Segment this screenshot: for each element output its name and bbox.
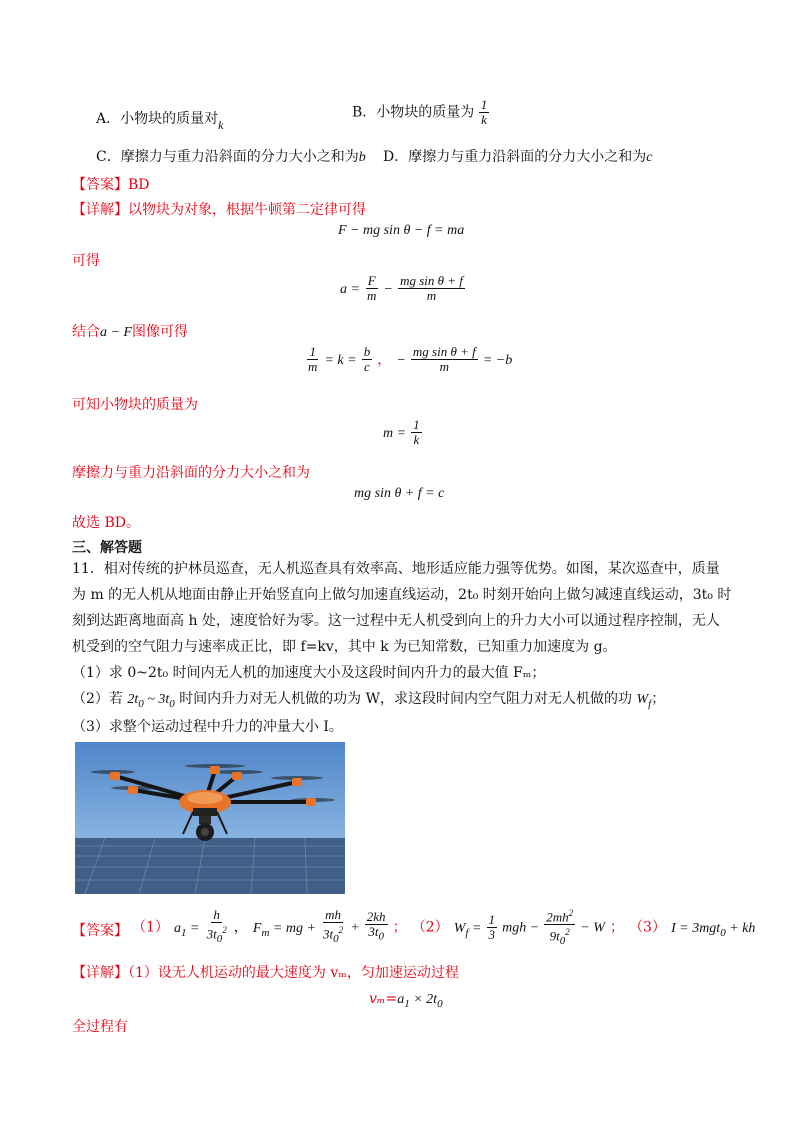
q11-sub2: （2）若 $2t_0$ ~ $3t_0$ 时间内升力对无人机做的功为 W，求这段时间内空气阻力对无人机做的功 $W_f$； [72,691,666,710]
q11-answer-label: 【答案】 [72,923,128,939]
q11-line3: 刻到达距离地面高 h 处，速度恰好为零。这一过程中无人机受到向上的升力大小可以通过程序控制，无人 [72,613,720,629]
q10-keyi: 可得 [72,253,100,269]
option-c-text: C．摩擦力与重力沿斜面的分力大小之和为 [96,149,359,165]
q11-line2: 为 m 的无人机从地面由静止开始竖直向上做匀加速直线运动，2t₀ 时刻开始向上做匀减速直线运动，3t₀ 时 [72,587,732,603]
option-d-text: D．摩擦力与重力沿斜面的分力大小之和为 [383,149,647,165]
option-d: D．摩擦力与重力沿斜面的分力大小之和为c [383,149,653,165]
q11-whole: 全过程有 [72,1019,128,1035]
equation-vm: $v_m=a_1 \times 2t_0$ [369,991,443,1010]
equation-mass: m = $\frac{1}{k}$ [383,417,420,447]
option-b: B．小物块的质量为 $\frac{1}{k}$ [352,97,488,127]
option-a-text: A．小物块的质量对 [96,111,219,127]
equation-friction: mg sin θ + f = c [354,486,445,501]
equation-a: a = $\frac{F}{m}$ − $\frac{\text{mg sin θ + f}}{m}$ [340,273,463,303]
q10-choose: 故选 BD。 [72,515,140,531]
q11-sub3: （3）求整个运动过程中升力的冲量大小 I。 [72,719,343,735]
q10-answer-label: 【答案】BD [72,177,150,193]
q10-friction-intro: 摩擦力与重力沿斜面的分力大小之和为 [72,465,310,481]
equation-slope: $\frac{1}{m}$ = k = $\frac{b}{c}$ ， − $\frac{\text{mg sin θ + f}}{m}$ = −b [308,344,513,374]
q10-mass-intro: 可知小物块的质量为 [72,397,198,413]
q10-detail: 【详解】以物块为对象，根据牛顿第二定律可得 [72,202,366,218]
q11-answer-formulas: （1） $a_1$ = $\frac{h}{3t_0^2}$ ， $F_m$ = mg + $\frac{mh}{3t_0^2}$ + $\frac{2kh}{3t_0}$ ； （2） $W_f$ = $\frac{1}{3}$ mgh − $\frac{2mh^2}{9t_0^2}$ − W ； （3） I = 3mgt$_0$ + kh [132,907,756,948]
q11-line4: 机受到的空气阻力与速率成正比，即 f=kv，其中 k 为已知常数，已知重力加速度为 g。 [72,639,617,655]
q11-sub1: （1）求 0~2t₀ 时间内无人机的加速度大小及这段时间内升力的最大值 Fₘ； [72,665,546,681]
option-c: C．摩擦力与重力沿斜面的分力大小之和为b [96,149,366,165]
drone-photo [75,742,345,894]
section-heading: 三、解答题 [72,540,142,556]
option-b-text: B．小物块的质量为 [352,104,475,121]
q11-detail: 【详解】（1）设无人机运动的最大速度为 vₘ，匀加速运动过程 [72,965,459,981]
q10-combine: 结合a − F图像可得 [72,324,188,340]
q11-line1: 11．相对传统的护林员巡查，无人机巡查具有效率高、地形适应能力强等优势。如图，某次巡查中，质量 [72,561,720,577]
option-a: A．小物块的质量对k [96,111,224,132]
drone-illustration [75,742,345,894]
equation-newton: F − mg sin θ − f = ma [338,223,465,238]
